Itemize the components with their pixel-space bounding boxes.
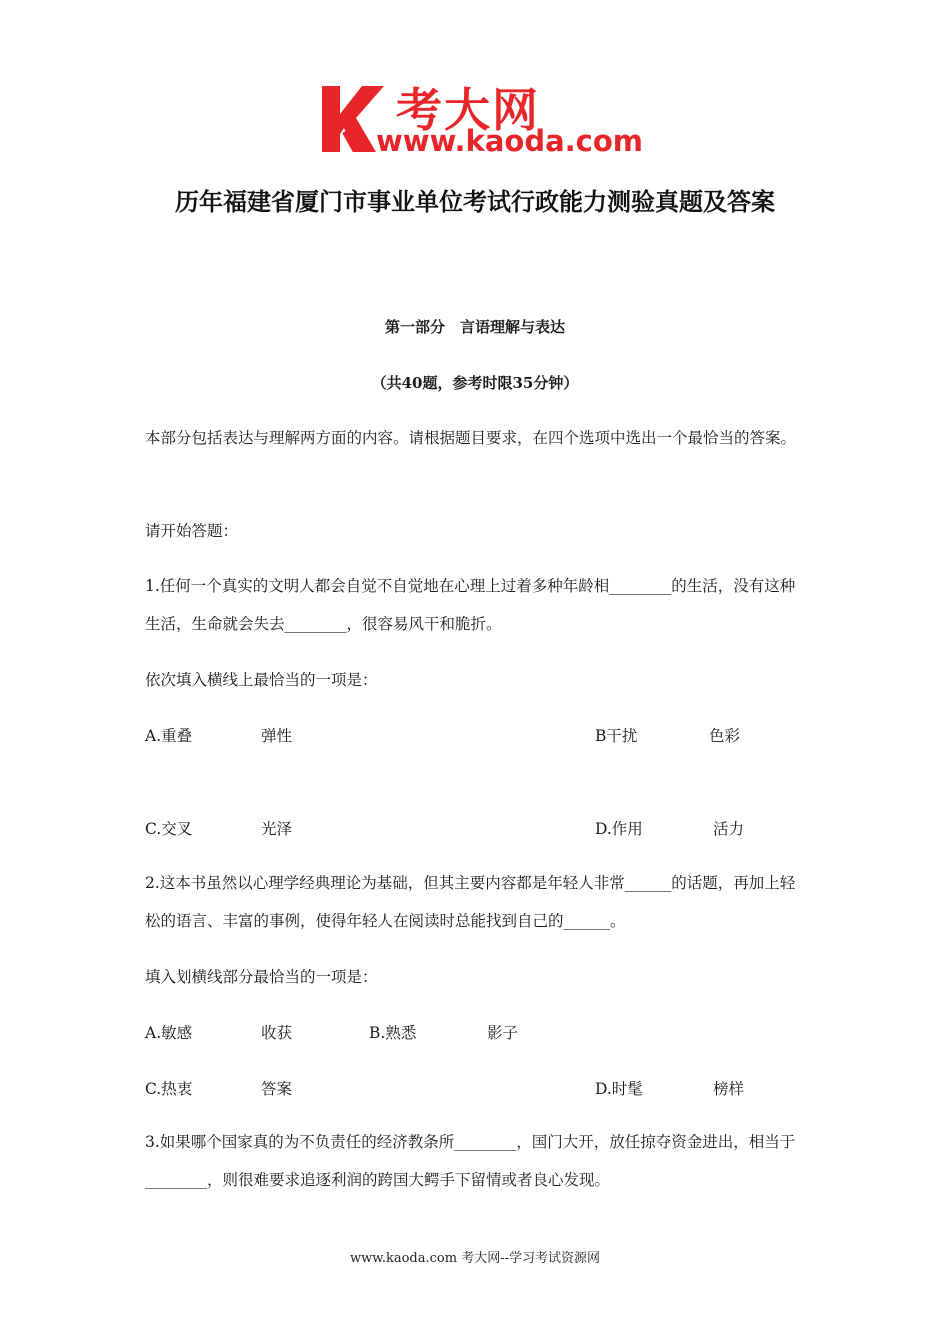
option-d-label: D.时髦	[595, 1080, 643, 1098]
question-2-options-row-2	[145, 1077, 810, 1101]
option-a-label: A.重叠	[145, 727, 193, 745]
section-title: 第一部分 言语理解与表达	[384, 318, 565, 336]
option-b-word: 影子	[487, 1024, 519, 1042]
start-prompt: 请开始答题：	[145, 522, 239, 540]
option-d-word: 活力	[713, 820, 745, 838]
section-subtitle: （共40题，参考时限35分钟）	[371, 374, 579, 392]
option-a-word: 收获	[261, 1024, 293, 1042]
question-1-options-row-1	[145, 724, 810, 748]
question-3-stem: 3.如果哪个国家真的为不负责任的经济教条所________，国门大开，放任掠夺资金进出，相当于________，则很难要求追逐利润的跨国大鳄手下留情或者良心发现。	[145, 1133, 796, 1189]
document-title: 历年福建省厦门市事业单位考试行政能力测验真题及答案	[175, 187, 775, 216]
intro-paragraph: 本部分包括表达与理解两方面的内容。请根据题目要求，在四个选项中选出一个最恰当的答案。	[145, 429, 797, 447]
option-b-word: 色彩	[709, 727, 741, 745]
question-2-stem: 2.这本书虽然以心理学经典理论为基础，但其主要内容都是年轻人非常______的话题，再加上轻松的语言、丰富的事例，使得年轻人在阅读时总能找到自己的______。	[145, 874, 796, 930]
option-c-label: C.交叉	[145, 820, 193, 838]
kaoda-logo[interactable]	[318, 78, 648, 158]
option-d-label: D.作用	[595, 820, 643, 838]
question-1-options-row-2	[145, 817, 810, 841]
option-a-word: 弹性	[261, 727, 293, 745]
option-b-label: B干扰	[595, 727, 638, 745]
option-c-label: C.热衷	[145, 1080, 193, 1098]
question-1-stem: 1.任何一个真实的文明人都会自觉不自觉地在心理上过着多种年龄相________的生活，没有这种生活，生命就会失去________，很容易风干和脆折。	[145, 577, 796, 633]
logo-url-text: www.kaoda.com	[376, 124, 643, 158]
page-footer: www.kaoda.com 考大网--学习考试资源网	[350, 1251, 600, 1266]
option-c-word: 光泽	[261, 820, 293, 838]
option-c-word: 答案	[261, 1080, 293, 1098]
option-a-label: A.敏感	[145, 1024, 193, 1042]
question-2-options-row-1	[145, 1021, 810, 1045]
logo-brand-text: 考大网	[396, 83, 540, 137]
question-2-instruction: 填入划横线部分最恰当的一项是：	[145, 968, 378, 986]
question-1-instruction: 依次填入横线上最恰当的一项是：	[145, 671, 378, 689]
option-d-word: 榜样	[713, 1080, 745, 1098]
option-b-label: B.熟悉	[369, 1024, 417, 1042]
